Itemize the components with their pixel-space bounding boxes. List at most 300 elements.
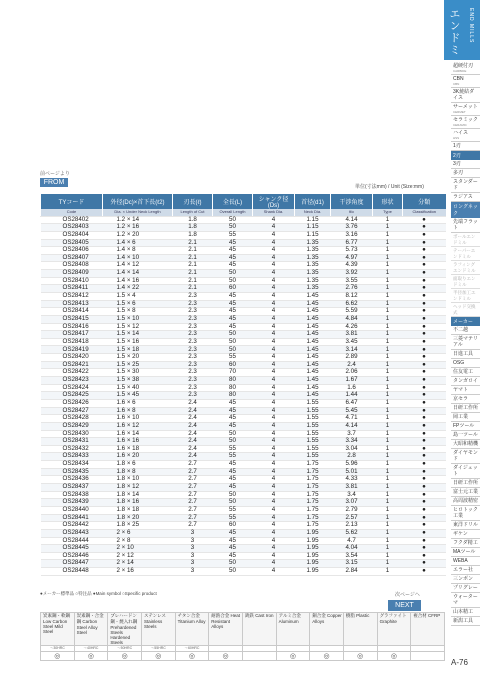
- table-cell: 1.35: [295, 277, 331, 285]
- table-cell: 2.3: [173, 293, 213, 301]
- material-hardness: 〜40HRC: [74, 646, 108, 652]
- table-cell: 1.45: [295, 346, 331, 354]
- table-cell: 4: [253, 300, 295, 308]
- table-cell: 2.3: [173, 331, 213, 339]
- table-cell: OS28435: [41, 468, 103, 476]
- table-cell: 4: [253, 293, 295, 301]
- table-row: [41, 407, 446, 415]
- legend: ●メーカー標準品 ○特注品 ●Main symbol ○Specific product: [40, 591, 157, 596]
- table-cell: 45: [213, 529, 253, 537]
- table-cell: 1.35: [295, 239, 331, 247]
- table-cell: 1.45: [295, 377, 331, 385]
- sidebar-item-maker[interactable]: 三ンボン: [451, 575, 480, 584]
- table-cell: 45: [213, 254, 253, 262]
- sidebar-item-maker[interactable]: FPツール: [451, 422, 480, 431]
- table-cell: 4.04: [331, 545, 373, 553]
- table-cell: 45: [213, 315, 253, 323]
- table-cell: 45: [213, 537, 253, 545]
- sidebar-item-type-other[interactable]: 半径加工エンドミル: [451, 289, 480, 303]
- table-cell: 6.77: [331, 239, 373, 247]
- table-cell: 60: [213, 361, 253, 369]
- table-cell: ●: [403, 484, 446, 492]
- sidebar-item-material[interactable]: 超硬付刃 CARBIDE: [451, 62, 480, 75]
- table-cell: ●: [403, 354, 446, 362]
- table-cell: 4.39: [331, 262, 373, 270]
- table-cell: ●: [403, 522, 446, 530]
- table-cell: ●: [403, 560, 446, 568]
- table-cell: 5.59: [331, 308, 373, 316]
- table-cell: 2 × 10: [103, 545, 173, 553]
- sidebar-item-en: HSS: [453, 136, 460, 140]
- sidebar-item-maker[interactable]: エラー社: [451, 566, 480, 575]
- sidebar-item-maker[interactable]: ヒロトック工業: [451, 506, 480, 521]
- table-cell: 1: [373, 338, 403, 346]
- table-cell: 4: [253, 522, 295, 530]
- material-suitability: [242, 652, 276, 661]
- sidebar-item-type-other[interactable]: 面取りエンドミル: [451, 275, 480, 289]
- sidebar-item-material[interactable]: サーメット CERMET: [451, 103, 480, 116]
- sidebar-item-maker[interactable]: 日研工作所: [453, 405, 479, 411]
- table-cell: 4: [253, 430, 295, 438]
- table-cell: 1.5 × 14: [103, 331, 173, 339]
- table-row: [41, 315, 446, 323]
- table-cell: 2.1: [173, 254, 213, 262]
- table-cell: 2.06: [331, 369, 373, 377]
- column-subheader: θ/c: [331, 209, 373, 216]
- sidebar-item-maker[interactable]: WEBA: [451, 557, 480, 566]
- table-cell: 5.62: [331, 529, 373, 537]
- table-cell: 1: [373, 216, 403, 224]
- table-cell: 5.73: [331, 247, 373, 255]
- table-cell: 2.3: [173, 323, 213, 331]
- table-cell: 4: [253, 476, 295, 484]
- sidebar-item-maker[interactable]: 日研工作所: [453, 480, 479, 486]
- table-cell: 50: [213, 560, 253, 568]
- table-row: [41, 346, 446, 354]
- table-cell: 1.5 × 12: [103, 323, 173, 331]
- table-cell: 1.4 × 12: [103, 262, 173, 270]
- table-cell: 6.47: [331, 399, 373, 407]
- table-cell: OS28437: [41, 484, 103, 492]
- table-cell: 50: [213, 224, 253, 232]
- table-cell: 3.76: [331, 224, 373, 232]
- sidebar-item-type[interactable]: ロングネック: [451, 202, 480, 218]
- sidebar-item-flutes[interactable]: 多刃: [451, 169, 480, 178]
- table-cell: 45: [213, 293, 253, 301]
- sidebar-item-type[interactable]: ラジアス: [451, 193, 480, 202]
- table-cell: 55: [213, 445, 253, 453]
- table-cell: 1: [373, 568, 403, 576]
- material-suitability: ◎: [141, 652, 175, 661]
- table-cell: 1.5 × 16: [103, 338, 173, 346]
- table-cell: 1.35: [295, 270, 331, 278]
- table-cell: 1: [373, 315, 403, 323]
- table-cell: 45: [213, 262, 253, 270]
- sidebar-item-maker[interactable]: 東洋ドリル: [453, 522, 479, 528]
- sidebar-item-maker[interactable]: 住友電工: [451, 368, 480, 377]
- table-cell: 1.35: [295, 247, 331, 255]
- table-cell: 1: [373, 392, 403, 400]
- column-subheader: Code: [41, 209, 103, 216]
- table-cell: 4: [253, 506, 295, 514]
- table-cell: 1: [373, 323, 403, 331]
- category-title-en: END MILLS: [468, 8, 474, 44]
- table-cell: 2.1: [173, 270, 213, 278]
- table-cell: 4: [253, 346, 295, 354]
- table-cell: 2 × 12: [103, 552, 173, 560]
- sidebar-item-type[interactable]: 先端フラット: [451, 218, 480, 233]
- table-cell: 4: [253, 468, 295, 476]
- table-cell: 4: [253, 484, 295, 492]
- table-row: [41, 430, 446, 438]
- sidebar-item-maker[interactable]: 三菱マテリアル: [453, 336, 479, 348]
- table-row: [41, 399, 446, 407]
- table-cell: 1.75: [295, 522, 331, 530]
- sidebar-item-type-other[interactable]: ヘッド交換式: [451, 303, 480, 317]
- table-cell: OS28425: [41, 392, 103, 400]
- table-cell: 4: [253, 323, 295, 331]
- table-cell: ●: [403, 422, 446, 430]
- table-cell: 1.45: [295, 331, 331, 339]
- table-cell: 80: [213, 377, 253, 385]
- table-cell: 1.5 × 40: [103, 384, 173, 392]
- category-title: エンドミル: [432, 8, 460, 56]
- table-cell: OS28436: [41, 476, 103, 484]
- table-cell: 1: [373, 331, 403, 339]
- table-cell: 1: [373, 453, 403, 461]
- table-cell: 3.04: [331, 445, 373, 453]
- table-cell: 4.71: [331, 415, 373, 423]
- table-cell: 1.67: [331, 377, 373, 385]
- table-row: [41, 491, 446, 499]
- sidebar-item-type-other[interactable]: ボールエンドミル: [451, 233, 480, 247]
- next-button[interactable]: NEXT: [388, 600, 421, 611]
- table-row: [41, 560, 446, 568]
- sidebar-item-maker[interactable]: ダイジェット: [451, 464, 480, 479]
- table-cell: 2.7: [173, 506, 213, 514]
- sidebar-item-maker[interactable]: ギケン: [451, 530, 480, 539]
- table-cell: 1: [373, 506, 403, 514]
- table-cell: 1.8 × 16: [103, 499, 173, 507]
- material-hardness: 〜60HRC: [175, 646, 209, 652]
- table-cell: ●: [403, 346, 446, 354]
- sidebar-item-flutes[interactable]: 2刃: [451, 151, 480, 160]
- sidebar-item-maker[interactable]: 大昭和精機: [453, 441, 479, 447]
- material-header: プレハードン鋼・焼入れ鋼 Prehardened Steels Hardened Steels: [108, 613, 142, 646]
- table-cell: 4: [253, 216, 295, 224]
- table-cell: 45: [213, 484, 253, 492]
- column-header: シャンク径(Ds): [253, 194, 295, 209]
- table-cell: 2.13: [331, 522, 373, 530]
- table-cell: 1: [373, 461, 403, 469]
- table-cell: 1.95: [295, 568, 331, 576]
- table-cell: OS28404: [41, 231, 103, 239]
- table-cell: 1.35: [295, 262, 331, 270]
- table-cell: 1.95: [295, 537, 331, 545]
- table-cell: 3.92: [331, 270, 373, 278]
- table-cell: 80: [213, 384, 253, 392]
- table-cell: OS28440: [41, 506, 103, 514]
- sidebar-item-maker[interactable]: 山本精工: [451, 608, 480, 617]
- table-cell: 1.4 × 8: [103, 247, 173, 255]
- table-cell: 1: [373, 560, 403, 568]
- material-header: アルミ合金 Aluminum: [276, 613, 310, 646]
- material-hardness: 〜55HRC: [141, 646, 175, 652]
- table-cell: 4: [253, 331, 295, 339]
- table-cell: 70: [213, 369, 253, 377]
- table-cell: 1: [373, 514, 403, 522]
- table-cell: 4.26: [331, 323, 373, 331]
- table-cell: 1: [373, 545, 403, 553]
- table-cell: 4: [253, 384, 295, 392]
- sidebar-item-material[interactable]: 3K焼結ダイス: [451, 88, 480, 103]
- table-cell: 1.15: [295, 216, 331, 224]
- table-cell: 8.12: [331, 293, 373, 301]
- table-cell: ●: [403, 293, 446, 301]
- table-cell: OS28415: [41, 315, 103, 323]
- table-cell: ●: [403, 491, 446, 499]
- material-header: チタン合金 Titanium Alloy: [175, 613, 209, 646]
- sidebar-item-maker[interactable]: 日進工具: [451, 350, 480, 359]
- table-cell: 45: [213, 323, 253, 331]
- table-row: [41, 277, 446, 285]
- table-cell: 1: [373, 262, 403, 270]
- sidebar-item-maker[interactable]: OSG: [451, 359, 480, 368]
- table-cell: 3: [173, 560, 213, 568]
- sidebar-item-maker[interactable]: プリグレー: [451, 584, 480, 593]
- sidebar-item-maker[interactable]: 島一ツール: [451, 431, 480, 440]
- table-cell: 3.54: [331, 552, 373, 560]
- table-cell: 2.7: [173, 476, 213, 484]
- sidebar-item-flutes[interactable]: 3刃: [451, 160, 480, 169]
- table-cell: 1.45: [295, 315, 331, 323]
- table-cell: 55: [213, 354, 253, 362]
- table-cell: 1: [373, 438, 403, 446]
- product-table: [40, 194, 446, 576]
- table-cell: 1: [373, 407, 403, 415]
- material-suitability: ◎: [175, 652, 209, 661]
- table-cell: 3.7: [331, 430, 373, 438]
- table-cell: 1: [373, 484, 403, 492]
- table-cell: 2.7: [173, 514, 213, 522]
- table-cell: OS28443: [41, 529, 103, 537]
- table-cell: 50: [213, 491, 253, 499]
- table-cell: 4: [253, 545, 295, 553]
- sidebar-item-en: CERMET: [453, 110, 466, 114]
- sidebar-item-material[interactable]: セラミック CERAMIC: [451, 116, 480, 129]
- table-row: [41, 308, 446, 316]
- table-cell: 1: [373, 346, 403, 354]
- sidebar-item-maker[interactable]: フクダ精工: [451, 539, 480, 548]
- table-cell: 1.5 × 30: [103, 369, 173, 377]
- table-cell: 2.3: [173, 369, 213, 377]
- table-row: [41, 522, 446, 530]
- sidebar-item-maker[interactable]: タンガロイ: [451, 377, 480, 386]
- table-cell: 1.6 × 12: [103, 422, 173, 430]
- table-row: [41, 392, 446, 400]
- table-cell: OS28403: [41, 224, 103, 232]
- category-tab-endmill[interactable]: [432, 0, 480, 60]
- sidebar-item-material[interactable]: ハイス HSS: [451, 129, 480, 142]
- table-cell: 4: [253, 415, 295, 423]
- table-cell: ●: [403, 262, 446, 270]
- table-cell: OS28417: [41, 331, 103, 339]
- column-subheader: Type: [373, 209, 403, 216]
- column-header: 外径(Dc)×首下長(ℓ2): [103, 194, 173, 209]
- column-subheader: Length of Cut: [173, 209, 213, 216]
- table-cell: 4: [253, 270, 295, 278]
- sidebar-item-maker[interactable]: MAツール: [451, 548, 480, 557]
- table-cell: 1.5 × 10: [103, 315, 173, 323]
- table-cell: OS28432: [41, 445, 103, 453]
- table-cell: OS28408: [41, 262, 103, 270]
- table-row: [41, 568, 446, 576]
- table-cell: 1: [373, 308, 403, 316]
- table-cell: OS28430: [41, 430, 103, 438]
- table-cell: 2.7: [173, 499, 213, 507]
- table-cell: OS28448: [41, 568, 103, 576]
- table-cell: OS28441: [41, 514, 103, 522]
- table-cell: 1.35: [295, 254, 331, 262]
- table-cell: 1.95: [295, 545, 331, 553]
- material-suitability: ◎: [74, 652, 108, 661]
- material-suitability: ◎: [41, 652, 75, 661]
- sidebar-item-maker[interactable]: ヤマト: [451, 386, 480, 395]
- material-suitability: ◎: [310, 652, 344, 661]
- table-cell: 1.5 × 18: [103, 346, 173, 354]
- table-cell: ●: [403, 369, 446, 377]
- table-cell: 4: [253, 338, 295, 346]
- table-row: [41, 514, 446, 522]
- sidebar-item-maker[interactable]: 京セラ: [451, 395, 480, 404]
- table-cell: 2.3: [173, 308, 213, 316]
- table-cell: 2.1: [173, 247, 213, 255]
- table-cell: 1: [373, 384, 403, 392]
- sidebar-item-en: CERAMIC: [453, 123, 467, 127]
- table-cell: 1: [373, 377, 403, 385]
- table-cell: 2.3: [173, 384, 213, 392]
- table-row: [41, 338, 446, 346]
- table-cell: OS28433: [41, 453, 103, 461]
- table-cell: 1: [373, 422, 403, 430]
- table-cell: 1.35: [295, 285, 331, 293]
- table-cell: 2.7: [173, 491, 213, 499]
- table-cell: 1: [373, 529, 403, 537]
- table-row: [41, 453, 446, 461]
- table-row: [41, 323, 446, 331]
- sidebar-item-material[interactable]: CBN CBN: [451, 75, 480, 88]
- sidebar-item-maker[interactable]: 新潟工具: [451, 617, 480, 626]
- sidebar-item-maker[interactable]: 不二越: [451, 326, 480, 335]
- table-cell: 1: [373, 445, 403, 453]
- table-cell: 2.4: [173, 415, 213, 423]
- sidebar-item-flutes[interactable]: 1刃: [451, 142, 480, 151]
- unit-note: 単位(寸法mm) / Unit (Size:mm): [355, 184, 424, 190]
- table-cell: ●: [403, 300, 446, 308]
- table-cell: 2.1: [173, 285, 213, 293]
- sidebar-item-maker[interactable]: 富士元工業: [453, 489, 479, 495]
- table-cell: ●: [403, 247, 446, 255]
- table-cell: 4: [253, 361, 295, 369]
- table-cell: 4: [253, 231, 295, 239]
- table-cell: 2.57: [331, 514, 373, 522]
- table-cell: ●: [403, 338, 446, 346]
- table-cell: ●: [403, 254, 446, 262]
- table-cell: ●: [403, 239, 446, 247]
- table-cell: 55: [213, 453, 253, 461]
- table-cell: 1.6 × 18: [103, 445, 173, 453]
- from-button[interactable]: FROM: [40, 178, 68, 187]
- table-cell: 1: [373, 552, 403, 560]
- table-cell: 1.45: [295, 300, 331, 308]
- table-row: [41, 461, 446, 469]
- material-hardness: 〜50HRC: [108, 646, 142, 652]
- sidebar-item-maker[interactable]: 岡工業: [451, 413, 480, 422]
- table-cell: OS28429: [41, 422, 103, 430]
- table-cell: OS28426: [41, 399, 103, 407]
- table-cell: 1.5 × 25: [103, 361, 173, 369]
- table-cell: 55: [213, 506, 253, 514]
- page-number: A-76: [451, 658, 468, 667]
- table-cell: 45: [213, 308, 253, 316]
- table-cell: 1.75: [295, 514, 331, 522]
- table-cell: 1.2 × 14: [103, 216, 173, 224]
- table-cell: 2.79: [331, 506, 373, 514]
- table-cell: 1.45: [295, 384, 331, 392]
- table-cell: 1.6 × 16: [103, 438, 173, 446]
- table-cell: 4: [253, 453, 295, 461]
- table-row: [41, 377, 446, 385]
- column-subheader: Neck Dia.: [295, 209, 331, 216]
- table-cell: 1.8: [173, 216, 213, 224]
- sidebar-item-maker[interactable]: ウォーターマ: [451, 593, 480, 608]
- table-cell: ●: [403, 461, 446, 469]
- table-cell: 1.5 × 38: [103, 377, 173, 385]
- sidebar-item-type-other[interactable]: ラフィングエンドミル: [451, 261, 480, 275]
- table-cell: 4: [253, 445, 295, 453]
- table-cell: 4: [253, 552, 295, 560]
- sidebar-item-maker[interactable]: ダイヤモンド: [451, 449, 480, 464]
- table-cell: 3.16: [331, 231, 373, 239]
- table-cell: 2.7: [173, 522, 213, 530]
- table-cell: 1: [373, 415, 403, 423]
- table-cell: 2.3: [173, 300, 213, 308]
- table-cell: 1: [373, 430, 403, 438]
- table-cell: 4: [253, 369, 295, 377]
- table-row: [41, 499, 446, 507]
- table-cell: 1.75: [295, 461, 331, 469]
- table-cell: 1.4 × 14: [103, 270, 173, 278]
- table-cell: 1.75: [295, 468, 331, 476]
- table-cell: 45: [213, 300, 253, 308]
- sidebar-item-en: CBN: [453, 82, 460, 86]
- sidebar-item-type-other[interactable]: テーパーエンドミル: [451, 247, 480, 261]
- table-cell: 2.3: [173, 392, 213, 400]
- table-cell: 1: [373, 369, 403, 377]
- sidebar-item-type[interactable]: スタンダード: [451, 178, 480, 193]
- table-cell: 1.8 × 8: [103, 468, 173, 476]
- table-row: [41, 552, 446, 560]
- table-cell: 1.45: [295, 338, 331, 346]
- table-cell: ●: [403, 568, 446, 576]
- table-cell: 1.5 × 4: [103, 293, 173, 301]
- table-cell: 2.1: [173, 262, 213, 270]
- table-cell: 2.3: [173, 361, 213, 369]
- table-row: [41, 354, 446, 362]
- table-row: [41, 415, 446, 423]
- sidebar-item-maker[interactable]: 高周波精密: [453, 498, 479, 504]
- table-row: [41, 361, 446, 369]
